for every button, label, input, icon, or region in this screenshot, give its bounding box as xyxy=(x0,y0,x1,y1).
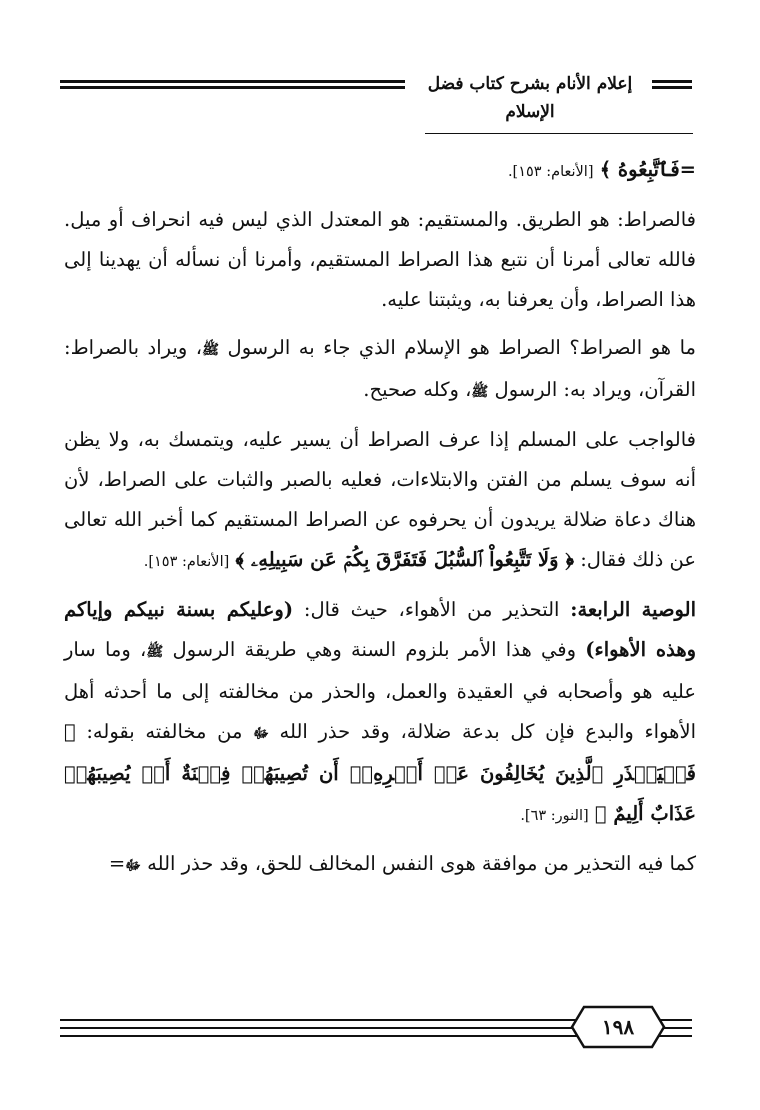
page-body xyxy=(64,150,696,886)
text-run: ، وما سار عليه هو وأصحابه في العقيدة والعمل، والحذر من مخالفته إلى ما أحدثه أهل الأهواء والبدع فإن كل بدعة ضلالة، وقد حذر الله xyxy=(64,638,696,743)
header-rule-right xyxy=(652,80,692,89)
paragraph-continuation xyxy=(64,150,696,192)
paragraph-sirat-definition: فالصراط: هو الطريق. والمستقيم: هو المعتدل الذي ليس فيه انحراف أو ميل. فالله تعالى أمرنا أن نتبع هذا الصراط المستقيم، وأمرنا أن نسأله أن يهدينا إلى هذا الصراط، وأن يعرفنا به، ويثبتنا عليه. xyxy=(64,208,696,311)
running-header xyxy=(60,70,692,122)
continuation-mark: = xyxy=(108,852,126,875)
text-run: كما فيه التحذير من موافقة هوى النفس المخالف للحق، وقد حذر الله xyxy=(147,852,696,875)
verse-reference: [الأنعام: ١٥٣]. xyxy=(143,554,230,570)
hadith-quote: (وعليكم بسنة نبيكم وإياكم وهذه الأهواء) xyxy=(64,598,697,661)
glorification-glyph: ﷻ xyxy=(125,858,141,874)
paragraph-duty xyxy=(64,420,696,582)
page-footer xyxy=(60,1005,692,1065)
section-label: الوصية الرابعة: xyxy=(570,598,696,621)
text-run: ، ويراد بالصراط: القرآن، ويراد به: الرسول xyxy=(64,336,696,401)
page-number: ١٩٨ xyxy=(601,1015,635,1039)
footnote-separator xyxy=(425,133,693,134)
text-run: ما هو الصراط؟ الصراط هو الإسلام الذي جاء به الرسول xyxy=(227,336,696,359)
paragraph-warning-desire xyxy=(64,844,696,886)
page-number-badge xyxy=(570,1005,666,1049)
quran-verse: =فَٱتَّبِعُوهُ ﴾ xyxy=(599,158,696,181)
header-rule-left xyxy=(60,80,405,89)
paragraph-what-is-sirat xyxy=(64,328,696,412)
quran-verse: ﴿ فَلۡيَحۡذَرِ ٱلَّذِينَ يُخَالِفُونَ عَنۡ أَمۡرِهِۦٓ أَن تُصِيبَهُمۡ فِتۡنَةٌ أَوۡ يُصِيبَهُمۡ عَذَابٌ أَلِيمٌ ﴾ xyxy=(64,720,696,825)
quran-verse: ﴿ وَلَا تَتَّبِعُواْ ٱلسُّبُلَ فَتَفَرَّقَ بِكُمۡ عَن سَبِيلِهِۦ ﴾ xyxy=(235,548,574,571)
verse-reference: [النور: ٦٣]. xyxy=(520,808,589,824)
text-run: فالواجب على المسلم إذا عرف الصراط أن يسير عليه، ويتمسك به، ولا يظن أنه سوف يسلم من الفتن والابتلاءات، فعليه بالصبر والثبات على الصراط، لأن هناك دعاة ضلالة يريدون أن يحرفوه عن الصراط المستقيم كما أخبر الله تعالى عن ذلك فقال: xyxy=(64,428,696,571)
paragraph-fourth-advice xyxy=(64,590,696,836)
glorification-glyph: ﷻ xyxy=(253,726,269,742)
verse-reference: [الأنعام: ١٥٣]. xyxy=(507,164,594,180)
text-run: التحذير من الأهواء، حيث قال: xyxy=(303,598,560,621)
salutation-glyph: ﷺ xyxy=(202,342,219,358)
book-title: إعلام الأنام بشرح كتاب فضل الإسلام xyxy=(427,74,633,122)
text-run: من مخالفته بقوله: xyxy=(86,720,243,743)
text-run: وفي هذا الأمر بلزوم السنة وهي طريقة الرسول xyxy=(172,638,577,661)
salutation-glyph: ﷺ xyxy=(471,384,489,400)
text-run: ، وكله صحيح. xyxy=(363,378,472,401)
salutation-glyph: ﷺ xyxy=(146,644,164,660)
